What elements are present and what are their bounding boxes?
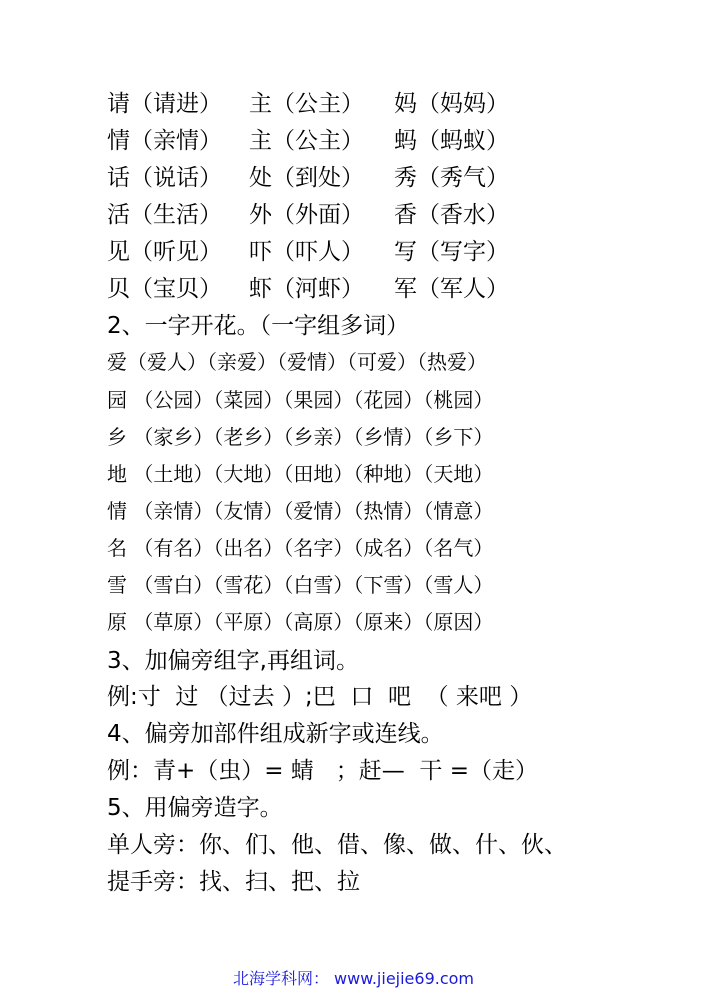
pair-cell: 香（香水） <box>394 202 509 228</box>
word-group-row: 名 （有名）（出名）（名字）（成名）（名气） <box>107 536 494 560</box>
pair-cell: 话（说话） <box>107 165 222 191</box>
pair-row-1 <box>0 93 707 117</box>
section3-example: 例:寸 过 （过去 ）;巴 口 吧 （ 来吧 ） <box>107 684 533 710</box>
pair-cell: 军（军人） <box>394 276 509 302</box>
word-group-row: 雪 （雪白）（雪花）（白雪）（下雪）（雪人） <box>107 573 494 597</box>
pair-row-6 <box>0 278 707 302</box>
pair-cell: 处（到处） <box>249 165 364 191</box>
pair-cell: 主（公主） <box>249 128 364 154</box>
word-group-row: 爱（爱人）（亲爱）（爱情）（可爱）（热爱） <box>107 350 487 374</box>
section5-heading: 5、用偏旁造字。 <box>107 795 283 821</box>
word-group-row: 情 （亲情）（友情）（爱情）（热情）（情意） <box>107 499 494 523</box>
pair-cell: 吓（吓人） <box>249 239 364 265</box>
section3-heading: 3、加偏旁组字,再组词。 <box>107 648 359 674</box>
section4-heading: 4、偏旁加部件组成新字或连线。 <box>107 721 444 747</box>
pair-cell: 写（写字） <box>394 239 509 265</box>
pair-cell: 请（请进） <box>107 91 222 117</box>
pair-cell: 贝（宝贝） <box>107 276 222 302</box>
pair-cell: 活（生活） <box>107 202 222 228</box>
footer-watermark: 北海学科网： www.jiejie69.com <box>232 969 475 988</box>
radical-line: 单人旁：你、们、他、借、像、做、什、伙、 <box>107 832 567 858</box>
pair-cell: 虾（河虾） <box>249 276 364 302</box>
pair-cell: 主（公主） <box>249 91 364 117</box>
pair-row-3 <box>0 167 707 191</box>
word-group-row: 乡 （家乡）（老乡）（乡亲）（乡情）（乡下） <box>107 425 494 449</box>
pair-row-5 <box>0 241 707 265</box>
word-group-row: 原 （草原）（平原）（高原）（原来）（原因） <box>107 610 494 634</box>
pair-cell: 外（外面） <box>249 202 364 228</box>
pair-cell: 妈（妈妈） <box>394 91 509 117</box>
pair-row-2 <box>0 130 707 154</box>
pair-cell: 见（听见） <box>107 239 222 265</box>
radical-line: 提手旁：找、扫、把、拉 <box>107 869 360 895</box>
pair-row-4 <box>0 204 707 228</box>
pair-cell: 蚂（蚂蚁） <box>394 128 509 154</box>
word-group-row: 园 （公园）（菜园）（果园）（花园）（桃园） <box>107 388 494 412</box>
section2-heading: 2、一字开花。（一字组多词） <box>107 313 410 339</box>
word-group-row: 地 （土地）（大地）（田地）（种地）（天地） <box>107 462 494 486</box>
pair-cell: 情（亲情） <box>107 128 222 154</box>
pair-cell: 秀（秀气） <box>394 165 509 191</box>
section4-example: 例：青+（虫）= 蜻 ；赶— 干 =（走） <box>107 758 538 784</box>
